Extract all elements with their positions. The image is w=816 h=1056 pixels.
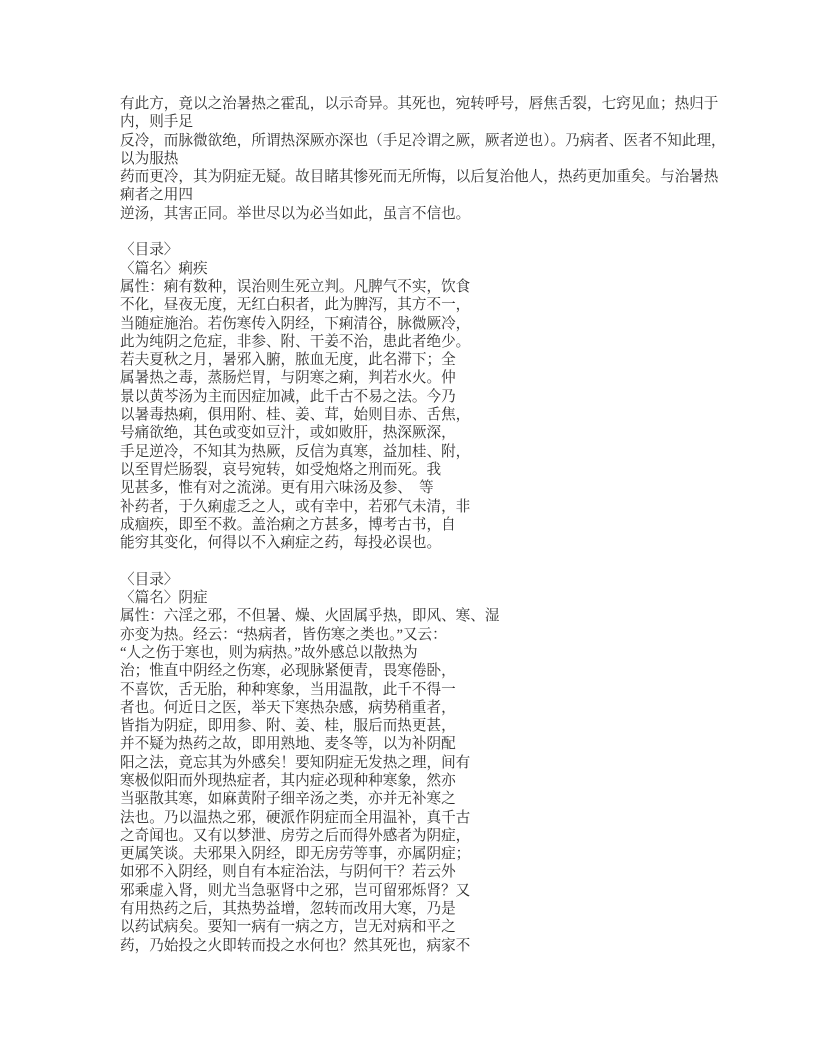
text-line: 成痼疾，即至不救。盖治痢之方甚多，博考古书，自 [120, 516, 456, 533]
text-line: 以暑毒热痢，俱用附、桂、姜、茸，始则目赤、舌焦， [120, 407, 471, 424]
text-line: 痢者之用四 [120, 187, 193, 204]
text-line: 有用热药之后，其热势益增，忽转而改用大寒，乃是 [120, 901, 456, 918]
text-line: 内，则手足 [120, 114, 193, 131]
text-line: 邪乘虚入肾，则尤当急驱肾中之邪，岂可留邪烁肾？又 [120, 882, 471, 899]
text-line: 以至胃烂肠裂，哀号宛转，如受炮烙之刑而死。我 [120, 461, 442, 478]
text-line: 见甚多，惟有对之流涕。更有用六味汤及参、 等 [120, 480, 434, 497]
text-line: 若夫夏秋之月，暑邪入腑，脓血无度，此名滞下；全 [120, 352, 456, 369]
text-line: 有此方，竟以之治暑热之霍乱，以示奇异。其死也，宛转呼号，唇焦舌裂，七窍见血；热归于 [120, 96, 719, 112]
text-line: 药，乃始投之火即转而投之水何也？然其死也，病家不 [120, 937, 471, 954]
text-line: 并不疑为热药之故，即用熟地、麦冬等，以为补阴配 [120, 736, 456, 753]
text-line: 寒极似阳而外现热症者，其内症必现种种寒象，然亦 [120, 772, 456, 789]
text-line: 之奇闻也。又有以梦泄、房劳之后而得外感者为阴症， [120, 827, 471, 844]
text-line: 补药者，于久痢虚乏之人，或有幸中，若邪气未清，非 [120, 498, 471, 515]
text-line: 法也。乃以温热之邪，硬派作阴症而全用温补，真千古 [120, 809, 471, 826]
text-line: 逆汤，其害正同。举世尽以为必当如此，虽言不信也。 [120, 205, 471, 222]
text-line: “人之伤于寒也，则为病热。”故外感总以散热为 [120, 644, 418, 661]
text-line: 不化，昼夜无度，无红白积者，此为脾泻，其方不一， [120, 297, 471, 314]
text-line: 〈篇名〉阴症 [120, 590, 208, 607]
text-line: 手足逆冷，不知其为热厥，反信为真寒，益加桂、附， [120, 443, 471, 460]
text-line: 不喜饮，舌无胎，种种寒象，当用温散，此千不得一 [120, 681, 456, 698]
paragraph [120, 571, 746, 955]
text-line: 者也。何近日之医，举天下寒热杂感，病势稍重者， [120, 699, 456, 716]
text-line: 能穷其变化，何得以不入痢症之药，每投必误也。 [120, 535, 442, 552]
paragraph [120, 241, 746, 552]
text-line: 皆指为阴症，即用参、附、姜、桂，服后而热更甚， [120, 718, 456, 735]
paragraph [120, 95, 746, 223]
text-line: 更属笑谈。夫邪果入阴经，即无房劳等事，亦属阴症； [120, 846, 471, 863]
text-line: 当随症施治。若伤寒传入阴经，下痢清谷，脉微厥冷， [120, 315, 471, 332]
text-line: 亦变为热。经云：“热病者，皆伤寒之类也。”又云： [120, 626, 447, 643]
text-line: 以为服热 [120, 150, 179, 167]
text-line: 治；惟直中阴经之伤寒，必现脉紧便青，畏寒倦卧， [120, 663, 456, 680]
text-line: 药而更冷，其为阴症无疑。故目睹其惨死而无所悔，以后复治他人，热药更加重矣。与治暑热 [120, 169, 719, 186]
document-text [120, 95, 746, 955]
text-line: 景以黄芩汤为主而因症加减，此千古不易之法。今乃 [120, 388, 456, 405]
text-line: 〈篇名〉痢疾 [120, 260, 208, 277]
text-line: 当驱散其寒，如麻黄附子细辛汤之类，亦并无补寒之 [120, 791, 456, 808]
text-line: 反冷，而脉微欲绝，所谓热深厥亦深也（手足冷谓之厥，厥者逆也）。乃病者、医者不知此理， [120, 132, 726, 149]
text-line: 属性：六淫之邪，不但暑、燥、火固属乎热，即风、寒、湿 [120, 608, 500, 625]
text-line: 属性：痢有数种，误治则生死立判。凡脾气不实，饮食 [120, 278, 471, 295]
text-line: 以药试病矣。要知一病有一病之方，岂无对病和平之 [120, 919, 456, 936]
text-line: 此为纯阴之危症，非参、附、干姜不治，患此者绝少。 [120, 333, 471, 350]
text-line: 如邪不入阴经，则自有本症治法，与阴何干？若云外 [120, 864, 456, 881]
text-line: 〈目录〉 [120, 571, 179, 588]
text-line: 阳之法，竟忘其为外感矣！要知阴症无发热之理，间有 [120, 754, 471, 771]
text-line: 号痛欲绝，其色或变如豆汁，或如败肝，热深厥深， [120, 425, 456, 442]
text-line: 〈目录〉 [120, 242, 179, 259]
text-line: 属暑热之毒，蒸肠烂胃，与阴寒之痢，判若水火。仲 [120, 370, 456, 387]
